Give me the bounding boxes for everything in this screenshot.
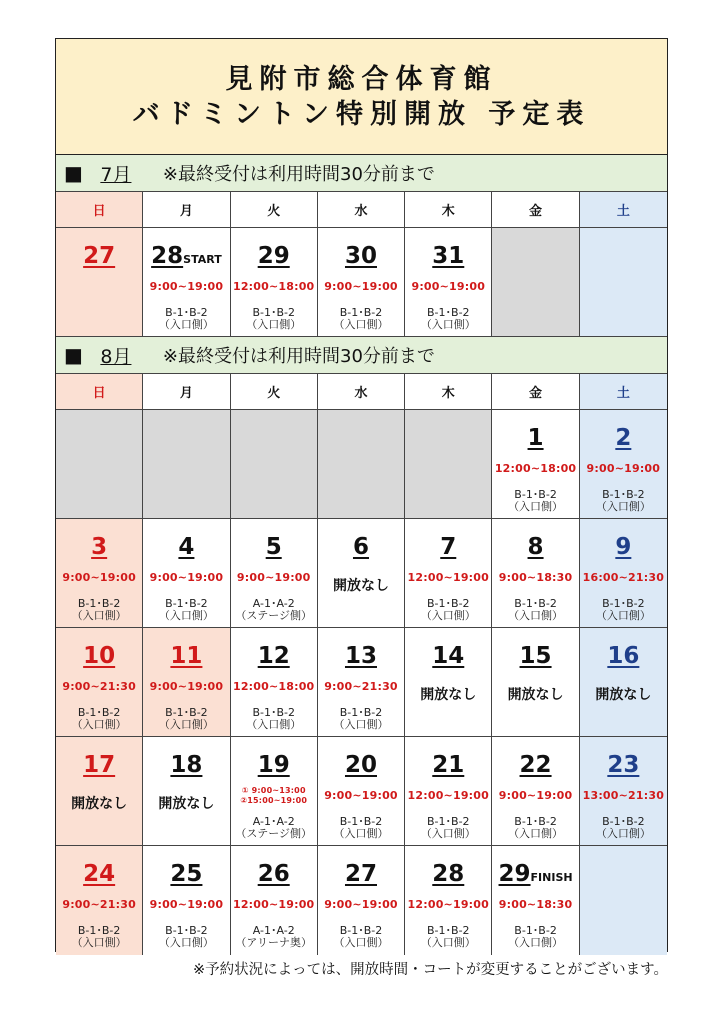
- court-name: B-1･B-2: [165, 706, 208, 719]
- court-info: [56, 707, 142, 731]
- weekday-header: 土: [580, 192, 667, 228]
- day-cell: [231, 737, 318, 846]
- day-number: [580, 424, 667, 452]
- calendar-grid: [56, 192, 667, 337]
- court-info: [231, 307, 317, 331]
- day-number: [318, 533, 404, 561]
- day-cell: [492, 846, 579, 955]
- time-range: 9:00~18:30: [498, 571, 573, 584]
- empty-day-cell: [580, 846, 667, 955]
- day-number: [405, 242, 491, 270]
- day-number-text: 21: [432, 752, 465, 778]
- court-info: [231, 707, 317, 731]
- court-name: B-1･B-2: [427, 597, 470, 610]
- court-name: A-1･A-2: [252, 815, 295, 828]
- day-cell: [143, 737, 230, 846]
- day-number-text: 9: [615, 534, 632, 560]
- empty-day-cell: [492, 228, 579, 337]
- day-cell: [405, 737, 492, 846]
- closed-label: 開放なし: [420, 687, 477, 703]
- court-name: B-1･B-2: [339, 306, 383, 319]
- time-range: 9:00~21:30: [62, 898, 136, 911]
- court-name: B-1･B-2: [427, 815, 470, 828]
- closed-label: 開放なし: [507, 687, 564, 703]
- time-range: 16:00~21:30: [582, 571, 665, 584]
- empty-day-cell: [231, 410, 318, 519]
- title-line-1: 見附市総合体育館: [225, 63, 498, 95]
- weekday-header: 火: [231, 374, 318, 410]
- closed-label: 開放なし: [158, 796, 215, 812]
- day-number: [405, 860, 491, 888]
- empty-day-cell: [405, 410, 492, 519]
- day-cell: [580, 628, 667, 737]
- court-info: [318, 707, 404, 731]
- court-info: [143, 707, 229, 731]
- time-slot-1: ① 9:00~13:00: [241, 786, 306, 795]
- time-range: 9:00~19:00: [149, 680, 224, 693]
- reception-note: ※最終受付は利用時間30分前まで: [162, 164, 435, 185]
- schedule-sheet: [55, 38, 668, 952]
- weekday-header: 水: [318, 192, 405, 228]
- court-info: [318, 307, 404, 331]
- day-number-text: 4: [178, 534, 195, 560]
- weekday-header: 金: [492, 374, 579, 410]
- court-side: （アリーナ奥）: [235, 936, 312, 949]
- day-number-text: 28: [151, 243, 184, 269]
- closed-label: 開放なし: [332, 578, 389, 594]
- closed-label: 開放なし: [595, 687, 652, 703]
- court-side: （入口側）: [158, 609, 214, 622]
- court-name: B-1･B-2: [514, 815, 557, 828]
- calendar-grid: [56, 374, 667, 955]
- day-cell: [56, 228, 143, 337]
- day-number: [492, 751, 578, 779]
- day-number: [143, 751, 229, 779]
- day-cell: [143, 846, 230, 955]
- court-info: [143, 598, 229, 622]
- court-side: （入口側）: [71, 936, 127, 949]
- day-number: [318, 751, 404, 779]
- day-number: [318, 242, 404, 270]
- court-side: （入口側）: [420, 318, 476, 331]
- court-side: （入口側）: [508, 827, 564, 840]
- court-side: （入口側）: [158, 318, 214, 331]
- court-side: （入口側）: [508, 500, 564, 513]
- day-number-text: 28: [432, 861, 465, 887]
- court-side: （入口側）: [333, 936, 389, 949]
- day-number: [56, 533, 142, 561]
- day-number: [231, 533, 317, 561]
- day-number-text: 30: [344, 243, 377, 269]
- court-side: （入口側）: [333, 827, 389, 840]
- day-cell: [405, 628, 492, 737]
- empty-day-cell: [318, 410, 405, 519]
- day-number-text: 13: [344, 643, 377, 669]
- court-name: B-1･B-2: [339, 815, 383, 828]
- court-side: （ステージ側）: [235, 827, 312, 840]
- time-range: 12:00~18:00: [494, 462, 577, 475]
- square-icon: ■: [64, 161, 83, 185]
- day-number: [405, 751, 491, 779]
- day-number-text: 20: [344, 752, 377, 778]
- month-header-july: [56, 155, 667, 192]
- day-number-text: 19: [257, 752, 290, 778]
- months-container: [56, 155, 667, 955]
- court-info: [492, 925, 578, 949]
- day-cell: [318, 737, 405, 846]
- day-cell: [492, 737, 579, 846]
- time-range: 9:00~19:00: [62, 571, 136, 584]
- time-range: 9:00~19:00: [236, 571, 311, 584]
- day-number: [580, 533, 667, 561]
- day-cell: [143, 519, 230, 628]
- time-range: 13:00~21:30: [582, 789, 665, 802]
- day-number-text: 24: [83, 861, 116, 887]
- weekday-header: 金: [492, 192, 579, 228]
- court-name: B-1･B-2: [339, 706, 383, 719]
- day-cell: [405, 228, 492, 337]
- day-tag: START: [183, 253, 222, 266]
- day-cell: [56, 846, 143, 955]
- court-name: B-1･B-2: [427, 924, 470, 937]
- day-cell: [492, 410, 579, 519]
- court-info: [492, 598, 578, 622]
- time-range: 9:00~19:00: [149, 280, 224, 293]
- title-block: [56, 39, 667, 155]
- court-name: B-1･B-2: [602, 597, 645, 610]
- day-number: [405, 642, 491, 670]
- day-number: [56, 242, 142, 270]
- court-name: B-1･B-2: [514, 488, 557, 501]
- court-info: [580, 598, 667, 622]
- court-side: （入口側）: [595, 827, 651, 840]
- court-name: B-1･B-2: [77, 597, 121, 610]
- day-cell: [580, 519, 667, 628]
- court-side: （入口側）: [420, 609, 476, 622]
- court-side: （入口側）: [420, 936, 476, 949]
- day-cell: [492, 519, 579, 628]
- time-range: 9:00~18:30: [498, 898, 573, 911]
- court-name: B-1･B-2: [514, 597, 557, 610]
- time-range: 9:00~19:00: [411, 280, 486, 293]
- court-info: [580, 816, 667, 840]
- court-name: B-1･B-2: [602, 815, 645, 828]
- day-number-text: 26: [257, 861, 290, 887]
- court-name: B-1･B-2: [514, 924, 557, 937]
- day-number-text: 12: [257, 643, 290, 669]
- day-number-text: 14: [432, 643, 465, 669]
- day-cell: [492, 628, 579, 737]
- day-cell: [231, 519, 318, 628]
- court-side: （入口側）: [158, 936, 214, 949]
- day-number-text: 2: [615, 425, 632, 451]
- time-range: 9:00~19:00: [324, 898, 398, 911]
- closed-label: 開放なし: [71, 796, 128, 812]
- day-cell: [318, 519, 405, 628]
- court-name: B-1･B-2: [165, 924, 208, 937]
- time-range: 12:00~19:00: [407, 789, 489, 802]
- weekday-header: 日: [56, 374, 143, 410]
- weekday-header: 水: [318, 374, 405, 410]
- court-info: [318, 925, 404, 949]
- day-number-text: 6: [352, 534, 369, 560]
- court-name: B-1･B-2: [77, 706, 121, 719]
- court-info: [405, 816, 491, 840]
- square-icon: ■: [64, 343, 83, 367]
- day-number: [143, 533, 229, 561]
- day-number-text: 22: [519, 752, 552, 778]
- court-name: A-1･A-2: [252, 924, 295, 937]
- day-number-text: 17: [83, 752, 116, 778]
- court-info: [231, 925, 317, 949]
- weekday-header: 木: [405, 374, 492, 410]
- day-number-text: 1: [527, 425, 544, 451]
- time-range: 12:00~19:00: [232, 898, 315, 911]
- time-range: 9:00~19:00: [586, 462, 661, 475]
- court-info: [405, 307, 491, 331]
- day-cell: [405, 846, 492, 955]
- day-number-text: 27: [344, 861, 377, 887]
- day-number: [143, 242, 229, 274]
- time-range: [231, 786, 317, 806]
- day-number-text: 11: [170, 643, 203, 669]
- court-name: B-1･B-2: [252, 306, 295, 319]
- court-info: [492, 489, 578, 513]
- weekday-header: 月: [143, 192, 230, 228]
- court-side: （入口側）: [246, 318, 302, 331]
- month-label: 8月: [100, 345, 132, 368]
- court-name: B-1･B-2: [427, 306, 470, 319]
- day-number: [231, 751, 317, 779]
- day-number: [492, 860, 578, 892]
- court-info: [56, 925, 142, 949]
- court-side: （入口側）: [333, 718, 389, 731]
- day-number-text: 15: [519, 643, 552, 669]
- time-slot-2: ②15:00~19:00: [240, 796, 308, 805]
- day-number: [580, 751, 667, 779]
- day-number-text: 3: [91, 534, 108, 560]
- empty-day-cell: [143, 410, 230, 519]
- day-cell: [580, 737, 667, 846]
- day-number: [56, 751, 142, 779]
- empty-day-cell: [56, 410, 143, 519]
- court-side: （入口側）: [595, 500, 651, 513]
- day-cell: [405, 519, 492, 628]
- day-cell: [318, 846, 405, 955]
- time-range: 12:00~18:00: [232, 280, 315, 293]
- time-range: 12:00~19:00: [407, 898, 489, 911]
- court-side: （入口側）: [246, 718, 302, 731]
- court-side: （入口側）: [508, 936, 564, 949]
- court-info: [492, 816, 578, 840]
- time-range: 9:00~19:00: [324, 789, 398, 802]
- day-number: [492, 424, 578, 452]
- day-cell: [56, 737, 143, 846]
- court-side: （入口側）: [333, 318, 389, 331]
- day-cell: [143, 228, 230, 337]
- day-number-text: 5: [265, 534, 282, 560]
- court-side: （入口側）: [71, 718, 127, 731]
- court-info: [318, 816, 404, 840]
- time-range: 9:00~21:30: [62, 680, 136, 693]
- court-info: [143, 925, 229, 949]
- time-range: 12:00~19:00: [407, 571, 489, 584]
- court-info: [231, 598, 317, 622]
- court-side: （入口側）: [158, 718, 214, 731]
- court-side: （入口側）: [71, 609, 127, 622]
- day-number: [492, 642, 578, 670]
- day-number-text: 25: [170, 861, 203, 887]
- empty-day-cell: [580, 228, 667, 337]
- footer-note: ※予約状況によっては、開放時間・コートが変更することがございます。: [193, 962, 668, 978]
- day-number-text: 18: [170, 752, 203, 778]
- court-name: B-1･B-2: [339, 924, 383, 937]
- weekday-header: 木: [405, 192, 492, 228]
- day-number: [231, 860, 317, 888]
- court-info: [405, 925, 491, 949]
- court-side: （入口側）: [595, 609, 651, 622]
- court-side: （入口側）: [420, 827, 476, 840]
- court-info: [143, 307, 229, 331]
- day-number-text: 16: [607, 643, 640, 669]
- day-number: [231, 642, 317, 670]
- day-number: [492, 533, 578, 561]
- time-range: 9:00~19:00: [324, 280, 398, 293]
- day-cell: [318, 628, 405, 737]
- court-side: （入口側）: [508, 609, 564, 622]
- time-range: 12:00~18:00: [232, 680, 315, 693]
- time-range: 9:00~19:00: [498, 789, 573, 802]
- weekday-header: 日: [56, 192, 143, 228]
- day-number: [143, 642, 229, 670]
- time-range: 9:00~19:00: [149, 898, 224, 911]
- time-range: 9:00~19:00: [149, 571, 224, 584]
- day-number-text: 8: [527, 534, 544, 560]
- day-number-text: 10: [83, 643, 116, 669]
- day-number: [318, 642, 404, 670]
- day-number-text: 31: [432, 243, 465, 269]
- day-cell: [56, 519, 143, 628]
- day-number: [56, 860, 142, 888]
- weekday-header: 土: [580, 374, 667, 410]
- court-name: B-1･B-2: [165, 597, 208, 610]
- day-cell: [318, 228, 405, 337]
- day-number-text: 27: [83, 243, 116, 269]
- reception-note: ※最終受付は利用時間30分前まで: [162, 346, 435, 367]
- day-number-text: 29: [257, 243, 290, 269]
- court-info: [56, 598, 142, 622]
- court-info: [405, 598, 491, 622]
- day-number-text: 29: [498, 861, 531, 887]
- court-name: A-1･A-2: [252, 597, 295, 610]
- day-cell: [231, 628, 318, 737]
- day-number: [56, 642, 142, 670]
- day-number: [580, 642, 667, 670]
- court-info: [580, 489, 667, 513]
- court-info: [231, 816, 317, 840]
- day-cell: [231, 846, 318, 955]
- title-line-2: バドミントン特別開放 予定表: [132, 98, 591, 130]
- day-number-text: 7: [440, 534, 457, 560]
- weekday-header: 火: [231, 192, 318, 228]
- day-number: [318, 860, 404, 888]
- weekday-header: 月: [143, 374, 230, 410]
- day-cell: [56, 628, 143, 737]
- month-header-august: [56, 337, 667, 374]
- day-number-text: 23: [607, 752, 640, 778]
- court-name: B-1･B-2: [77, 924, 121, 937]
- month-label: 7月: [100, 163, 132, 186]
- court-name: B-1･B-2: [165, 306, 208, 319]
- day-cell: [143, 628, 230, 737]
- time-range: 9:00~21:30: [324, 680, 398, 693]
- day-cell: [580, 410, 667, 519]
- day-number: [231, 242, 317, 270]
- court-side: （ステージ側）: [235, 609, 312, 622]
- court-name: B-1･B-2: [602, 488, 645, 501]
- day-number: [405, 533, 491, 561]
- day-tag: FINISH: [530, 871, 573, 884]
- day-number: [143, 860, 229, 888]
- day-cell: [231, 228, 318, 337]
- court-name: B-1･B-2: [252, 706, 295, 719]
